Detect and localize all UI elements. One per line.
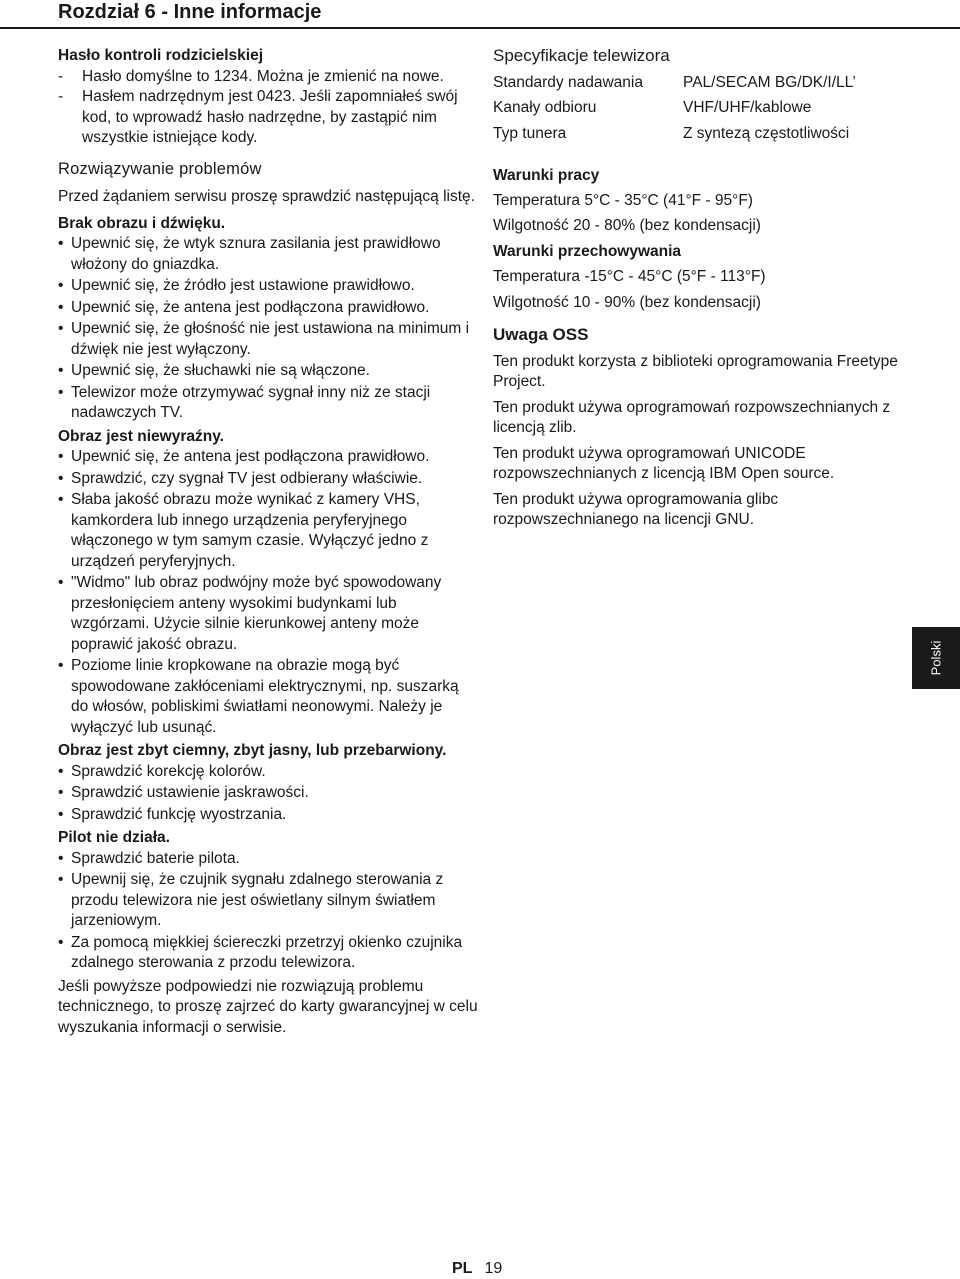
list-item: • Sprawdzić baterie pilota. bbox=[58, 849, 478, 870]
spec-key: Kanały odbioru bbox=[493, 99, 597, 116]
oss-paragraph: Ten produkt używa oprogramowań rozpowszechnianych z licencją zlib. bbox=[493, 398, 891, 436]
parental-item: - Hasło domyślne to 1234. Można je zmienić na nowe. bbox=[58, 67, 444, 85]
list-item: • Upewnić się, że antena jest podłączona prawidłowo. bbox=[58, 447, 478, 468]
remote-list bbox=[58, 849, 478, 974]
list-item: • Upewnij się, że czujnik sygnału zdalnego sterowania z przodu telewizora nie jest oświetlany silnym światłem jarzeniowym. bbox=[58, 870, 478, 932]
unclear-heading: Obraz jest niewyraźny. bbox=[58, 427, 224, 445]
parental-item: - Hasłem nadrzędnym jest 0423. Jeśli zapomniałeś swój kod, to wprowadź hasło nadrzędne, by zastąpić nim wszystkie istniejące kody. bbox=[58, 88, 458, 146]
brightness-heading: Obraz jest zbyt ciemny, zbyt jasny, lub przebarwiony. bbox=[58, 742, 447, 759]
parental-heading: Hasło kontroli rodzicielskiej bbox=[58, 47, 264, 64]
spec-value: PAL/SECAM BG/DK/I/LL’ bbox=[683, 73, 856, 91]
oss-paragraph: Ten produkt używa oprogramowań UNICODE rozpowszechnianych z licencją IBM Open source. bbox=[493, 444, 835, 482]
list-item: • Telewizor może otrzymywać sygnał inny niż ze stacji nadawczych TV. bbox=[58, 383, 478, 424]
troubleshooting-heading: Rozwiązywanie problemów bbox=[58, 159, 262, 178]
list-item: • Sprawdzić ustawienie jaskrawości. bbox=[58, 783, 478, 804]
remote-heading: Pilot nie działa. bbox=[58, 829, 170, 846]
list-item: • Upewnić się, że wtyk sznura zasilania jest prawidłowo włożony do gniazdka. bbox=[58, 234, 478, 275]
list-item: • Upewnić się, że antena jest podłączona prawidłowo. bbox=[58, 298, 478, 319]
no-picture-heading: Brak obrazu i dźwięku. bbox=[58, 214, 226, 232]
oss-paragraph: Ten produkt korzysta z biblioteki oprogramowania Freetype Project. bbox=[493, 352, 898, 390]
header-rule bbox=[0, 27, 960, 29]
oss-paragraph: Ten produkt używa oprogramowania glibc rozpowszechnianego na licencji GNU. bbox=[493, 490, 779, 528]
troubleshooting-intro: Przed żądaniem serwisu proszę sprawdzić następującą listę. bbox=[58, 188, 475, 205]
list-item: • Sprawdzić funkcję wyostrzania. bbox=[58, 805, 478, 826]
left-column bbox=[58, 46, 478, 1038]
storage-condition: Temperatura -15°C - 45°C (5°F - 113°F) bbox=[493, 268, 766, 285]
work-condition: Temperatura 5°C - 35°C (41°F - 95°F) bbox=[493, 191, 753, 209]
no-picture-list bbox=[58, 234, 478, 424]
storage-conditions-heading: Warunki przechowywania bbox=[493, 242, 682, 260]
work-conditions-heading: Warunki pracy bbox=[493, 167, 600, 184]
footer-lang: PL bbox=[452, 1260, 473, 1277]
list-item: • Poziome linie kropkowane na obrazie mogą być spowodowane zakłóceniami elektrycznymi, np. suszarką do włosów, pobliskimi światłami neonowymi. Należy je wyłączyć lub usunąć. bbox=[58, 656, 478, 738]
list-item: • Upewnić się, że źródło jest ustawione prawidłowo. bbox=[58, 276, 478, 297]
list-item: • Upewnić się, że słuchawki nie są włączone. bbox=[58, 361, 478, 382]
page-footer bbox=[452, 1259, 502, 1279]
page-number: 19 bbox=[484, 1260, 503, 1277]
spec-row bbox=[493, 124, 903, 145]
brightness-list bbox=[58, 762, 478, 826]
spec-value: VHF/UHF/kablowe bbox=[683, 99, 812, 116]
storage-condition: Wilgotność 10 - 90% (bez kondensacji) bbox=[493, 293, 761, 311]
spec-heading: Specyfikacje telewizora bbox=[493, 46, 670, 65]
spec-row bbox=[493, 73, 903, 94]
spec-key: Typ tunera bbox=[493, 124, 567, 142]
right-column bbox=[493, 46, 903, 536]
list-item: • "Widmo" lub obraz podwójny może być spowodowany przesłonięciem anteny wysokimi budynkami lub wzgórzami. Użycie silnie kierunkowej anteny może poprawić jakość obrazu. bbox=[58, 573, 478, 655]
oss-heading: Uwaga OSS bbox=[493, 325, 589, 344]
closing-paragraph: Jeśli powyższe podpowiedzi nie rozwiązują problemu technicznego, to proszę zajrzeć do karty gwarancyjnej w celu wyszukania informacji o serwisie. bbox=[58, 977, 478, 1036]
list-item: • Za pomocą miękkiej ściereczki przetrzyj okienko czujnika zdalnego sterowania z przodu telewizora. bbox=[58, 933, 478, 974]
language-tab bbox=[912, 627, 960, 689]
work-condition: Wilgotność 20 - 80% (bez kondensacji) bbox=[493, 217, 761, 234]
list-item: • Sprawdzić, czy sygnał TV jest odbierany właściwie. bbox=[58, 469, 478, 490]
language-tab-label: Polski bbox=[928, 640, 944, 676]
list-item: • Słaba jakość obrazu może wynikać z kamery VHS, kamkordera lub innego urządzenia peryferyjnego włączonego w tym samym czasie. Wyłączyć jedno z urządzeń peryferyjnych. bbox=[58, 490, 478, 572]
list-item: • Upewnić się, że głośność nie jest ustawiona na minimum i dźwięk nie jest wyłączony. bbox=[58, 319, 478, 360]
unclear-list bbox=[58, 447, 478, 738]
list-item: • Sprawdzić korekcję kolorów. bbox=[58, 762, 478, 783]
spec-row bbox=[493, 98, 903, 119]
spec-value: Z syntezą częstotliwości bbox=[683, 124, 850, 142]
chapter-title: Rozdział 6 - Inne informacje bbox=[58, 1, 322, 23]
spec-key: Standardy nadawania bbox=[493, 73, 643, 91]
